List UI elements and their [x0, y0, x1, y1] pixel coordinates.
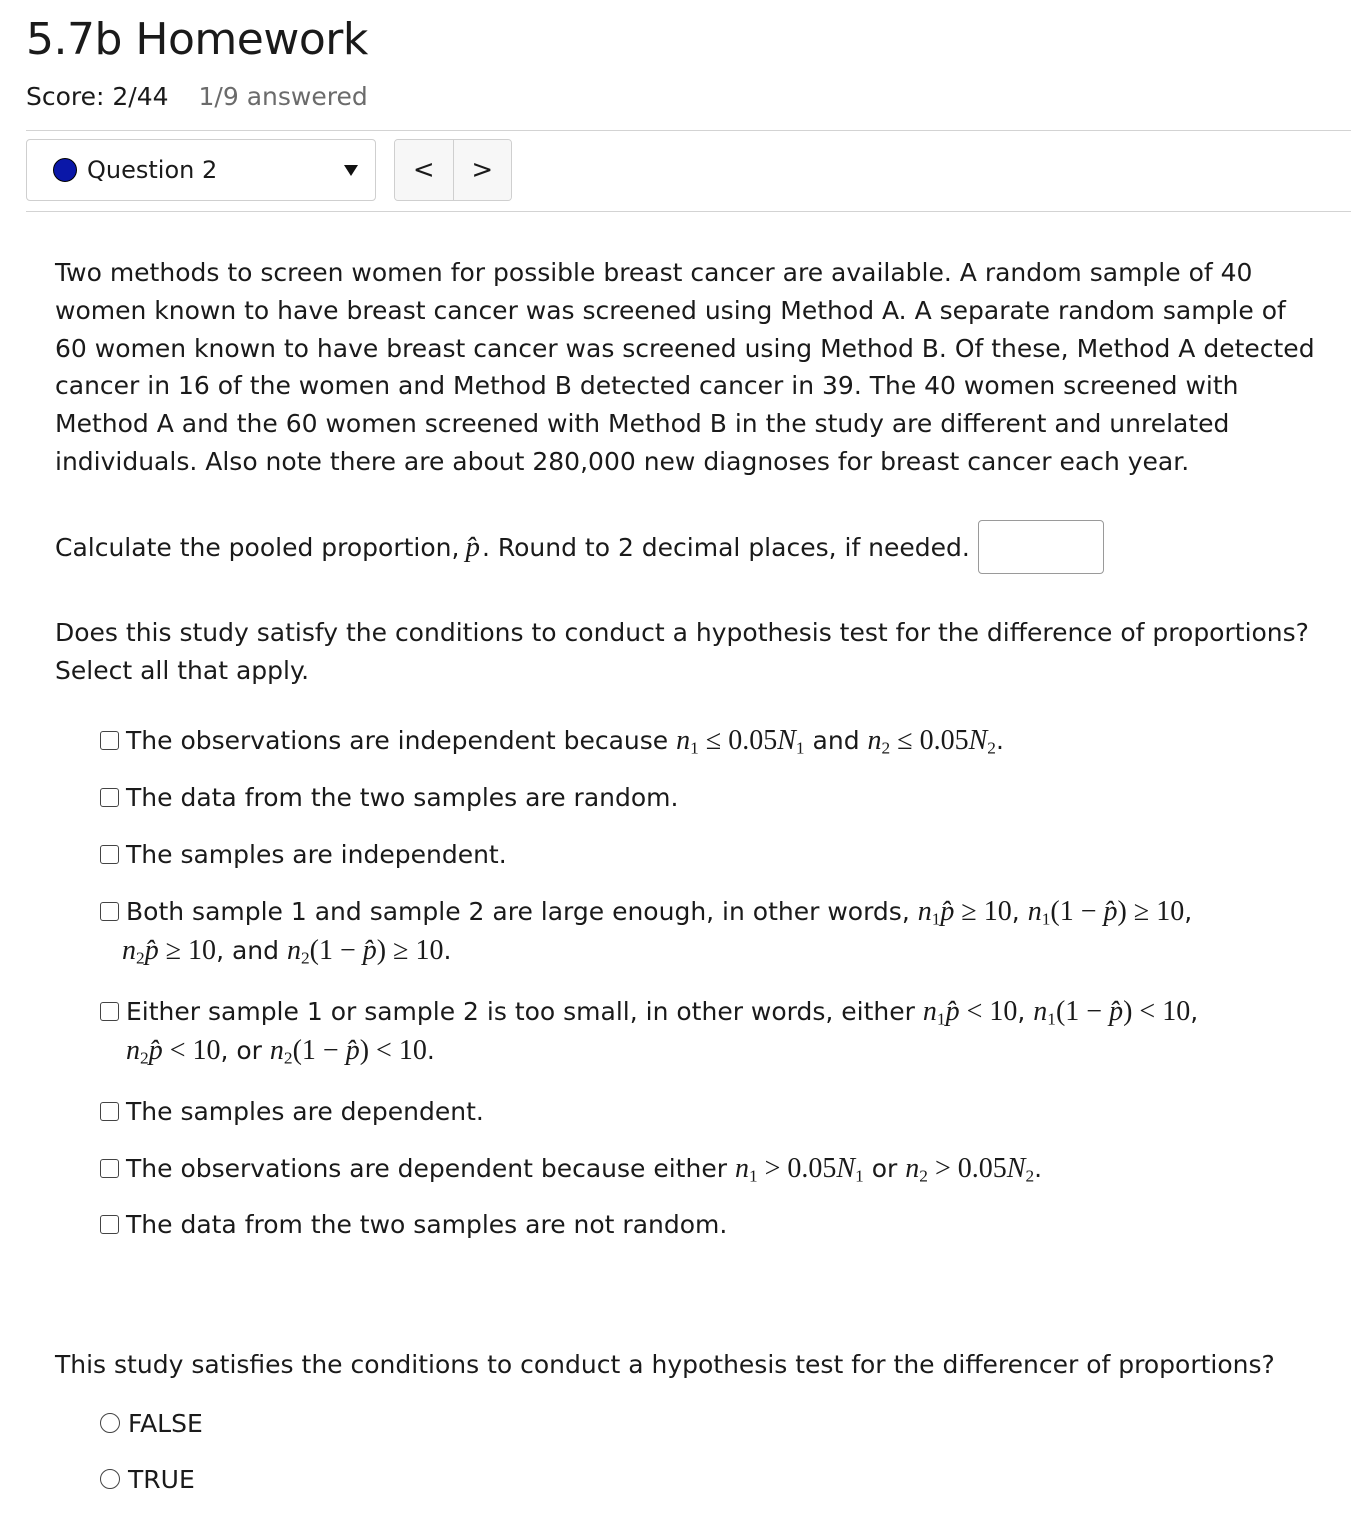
score-line: [26, 82, 368, 111]
condition-option[interactable]: [100, 778, 1320, 817]
page-title: 5.7b Homework: [26, 14, 368, 65]
final-question: This study satisfies the conditions to conduct a hypothesis test for the differencer of proportions?: [55, 1350, 1275, 1379]
conditions-question: Does this study satisfy the conditions to conduct a hypothesis test for the difference of proportions? Select all that apply.: [55, 618, 1309, 685]
radio-option-label: FALSE: [128, 1408, 203, 1438]
condition-option-label: Either sample 1 or sample 2 is too small, in other words, either $n_1p̂ < 10$, $n_1(1$ − p̂) < 10, $n_2p̂ < 10$, or $n_2(1$ − p̂) < 10.: [126, 996, 1199, 1068]
condition-option[interactable]: [100, 1205, 1320, 1244]
caret-down-icon: [344, 165, 358, 176]
checkbox[interactable]: [100, 1002, 119, 1021]
nav-divider: [26, 211, 1351, 212]
checkbox[interactable]: [100, 1215, 119, 1234]
header-divider: [26, 130, 1351, 131]
pooled-proportion-row: [55, 520, 1104, 574]
condition-option-label: The samples are dependent.: [126, 1097, 484, 1126]
p-hat-symbol: p̂: [465, 530, 480, 563]
question-status-dot-icon: [53, 158, 77, 182]
condition-option[interactable]: [100, 721, 1320, 760]
question-dropdown-label: Question 2: [87, 156, 218, 184]
next-question-button[interactable]: >: [453, 140, 512, 200]
pooled-proportion-input[interactable]: [978, 520, 1104, 574]
condition-option-label: The observations are dependent because either $n_1 > 0.05N_1$ or $n_2 > 0.05N_2$.: [126, 1153, 1043, 1186]
pooled-prompt-rest: . Round to 2 decimal places, if needed.: [481, 532, 970, 562]
condition-option[interactable]: [100, 892, 1320, 970]
condition-option-label: The data from the two samples are random.: [126, 783, 679, 812]
radio-button[interactable]: [100, 1469, 120, 1489]
condition-option[interactable]: [100, 1092, 1320, 1131]
checkbox[interactable]: [100, 731, 119, 750]
question-dropdown[interactable]: [26, 139, 376, 201]
condition-option[interactable]: [100, 1149, 1320, 1188]
checkbox[interactable]: [100, 902, 119, 921]
condition-option[interactable]: [100, 835, 1320, 874]
radio-option-true[interactable]: [100, 1459, 195, 1499]
score-value: Score: 2/44: [26, 82, 169, 111]
checkbox[interactable]: [100, 845, 119, 864]
checkbox[interactable]: [100, 1159, 119, 1178]
condition-option-label: The observations are independent because $n_1 \le 0.05N_1$ and $n_2 \le 0.05N_2$.: [126, 725, 1004, 758]
condition-option[interactable]: [100, 992, 1320, 1070]
checkbox[interactable]: [100, 1102, 119, 1121]
condition-option-label: Both sample 1 and sample 2 are large enough, in other words, $n_1p̂ \ge 10$, $n_1(1$ − p̂) ≥ 10, $n_2p̂ \ge 10$, and $n_2(1$ − p̂) ≥ 10.: [122, 896, 1193, 968]
condition-option-label: The samples are independent.: [126, 840, 507, 869]
answered-count: 1/9 answered: [198, 82, 368, 111]
checkbox[interactable]: [100, 788, 119, 807]
condition-option-label: The data from the two samples are not random.: [126, 1210, 728, 1239]
radio-option-false[interactable]: [100, 1403, 203, 1443]
pooled-prompt: Calculate the pooled proportion,: [55, 532, 460, 562]
question-nav-buttons: [394, 139, 512, 201]
previous-question-button[interactable]: <: [395, 140, 453, 200]
problem-statement: Two methods to screen women for possible breast cancer are available. A random sample of 40 women known to have breast cancer was screened using Method A. A separate random sample of 60 women known to have breast cancer was screened using Method B. Of these, Method A detected cancer in 16 of the women and Method B detected cancer in 39. The 40 women screened with Method A and the 60 women screened with Method B in the study are different and unrelated individuals. Also note there are about 280,000 new diagnoses for breast cancer each year.: [55, 258, 1315, 476]
radio-button[interactable]: [100, 1413, 120, 1433]
radio-option-label: TRUE: [128, 1464, 195, 1494]
